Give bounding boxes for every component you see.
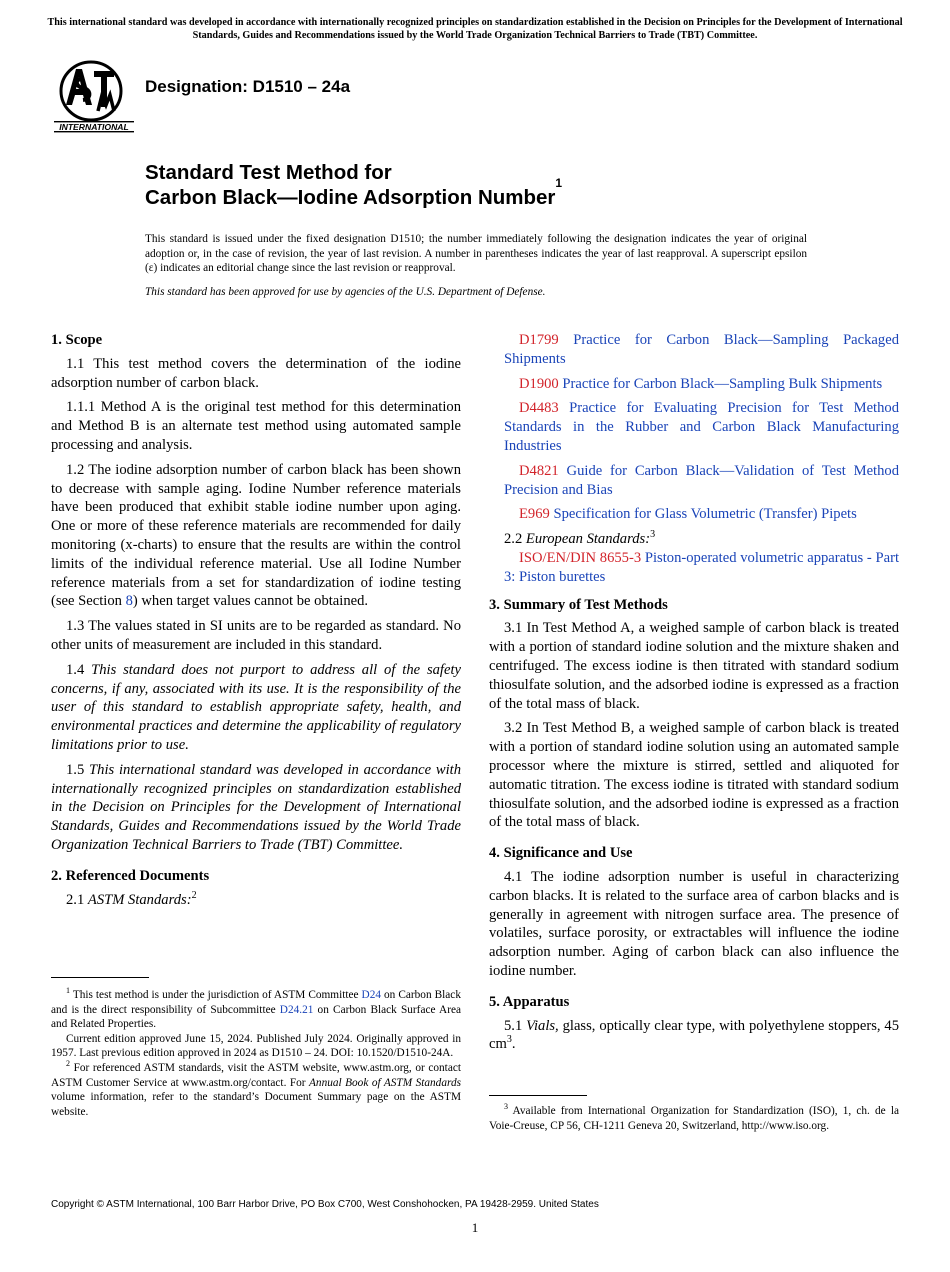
section-summary-heading: 3. Summary of Test Methods: [489, 596, 668, 613]
para-1-4: 1.4 This standard does not purport to address all of the safety concerns, if any, associated with its use. It is the responsibility of the user of this standard to establish appropriate safety, health, and environmental practices and determine the applicability of regulatory limitations prior to use.: [51, 661, 461, 753]
footnote-divider: [51, 977, 149, 978]
footnote-3: $^3$ Available from International Organization for Standardization (ISO), 1, ch. de la Voie-Creuse, CP 56, CH-1211 Geneva 20, Switzerland, http://www.iso.org.: [489, 1102, 899, 1132]
footnotes-left: [51, 988, 461, 1119]
title-line-1: Standard Test Method for: [145, 161, 392, 184]
issuance-statement: This standard is issued under the fixed designation D1510; the number immediately following the designation indicates the year of original adoption or, in the case of revision, the year of last revision. A number in parentheses indicates the year of last reapproval. A superscript epsilon (ε) indicates an editorial change since the last revision or reapproval.: [145, 233, 807, 275]
section-scope-heading: 1. Scope: [51, 332, 103, 348]
para-5-1: 5.1 Vials, glass, optically clear type, with polyethylene stoppers, 45 $cm^3$.: [489, 1017, 899, 1053]
ref-item[interactable]: D4483 Practice for Evaluating Precision for Test Method Standards in the Rubber and Carbon Black Manufacturing Industries: [504, 400, 899, 454]
subcommittee-d24-21-link[interactable]: D24.21: [279, 1003, 314, 1016]
astm-reference-list: [489, 331, 899, 524]
ref-item[interactable]: D1799 Practice for Carbon Black—Sampling Packaged Shipments: [504, 332, 899, 367]
footnotes-right: [489, 1104, 899, 1133]
title-footnote-ref[interactable]: 1: [555, 176, 563, 190]
ref-item[interactable]: D4821 Guide for Carbon Black—Validation of Test Method Precision and Bias: [504, 462, 899, 498]
section-8-link[interactable]: 8: [125, 593, 133, 610]
right-column: [489, 331, 899, 1060]
astm-logo-icon: [52, 55, 136, 133]
tbt-note: This international standard was developed in accordance with internationally recognized principles on standardization established in the Decision on Principles for the Development of International Standards, Guides and Recommendations issued by the World Trade Organization Technical Barriers to Trade (TBT) Committee.: [47, 17, 903, 41]
para-4-1: 4.1 The iodine adsorption number is useful in characterizing carbon blacks. It is related to the surface area of carbon blacks and is generally in agreement with nitrogen surface area. The presence of volatiles, surface porosity, or extractables will influence the iodine adsorption number. Aging of carbon black can also influence the iodine number.: [489, 868, 899, 979]
section-referenced-heading: 2. Referenced Documents: [51, 867, 210, 884]
section-significance-heading: 4. Significance and Use: [489, 845, 633, 862]
footnote-divider: [489, 1095, 587, 1096]
para-1-1: 1.1 This test method covers the determination of the iodine adsorption number of carbon black.: [51, 355, 461, 391]
page-number: 1: [471, 1220, 479, 1235]
copyright-notice: Copyright © ASTM International, 100 Barr Harbor Drive, PO Box C700, West Conshohocken, PA 19428-2959. United States: [51, 1199, 599, 1210]
left-column: [51, 331, 461, 915]
footnote-1: $^1$ This test method is under the jurisdiction of ASTM Committee D24 on Carbon Black and is the direct responsibility of Subcommittee D24.21 on Carbon Black Surface Area and Related Properties.: [51, 986, 461, 1031]
committee-d24-link[interactable]: D24: [361, 989, 382, 1001]
ref-item[interactable]: E969 Specification for Glass Volumetric (Transfer) Pipets: [519, 506, 857, 523]
dod-approval-note: This standard has been approved for use by agencies of the U.S. Department of Defense.: [145, 286, 546, 298]
ref-item[interactable]: ISO/EN/DIN 8655-3 Piston-operated volumetric apparatus - Part 3: Piston burettes: [504, 549, 900, 585]
designation: Designation: D1510 – 24a: [145, 77, 351, 96]
document-title: [145, 160, 562, 210]
para-1-2: 1.2 The iodine adsorption number of carbon black has been shown to decrease with sample aging. Iodine Number reference materials have been produced that exhibit stable iodine number upon aging. One or more of these reference materials are recommended for daily monitoring (x-charts) to ensure that the results are within the control limits of the individual reference material. Use all Iodine Number reference materials from a set for standardization of iodine testing (see Section 8) when target values cannot be obtained.: [51, 461, 461, 610]
para-3-1: 3.1 In Test Method A, a weighed sample of carbon black is treated with a portion of standard iodine solution and the mixture shaken and centrifuged. The excess iodine is then titrated with standard sodium thiosulfate solution, and the adsorbed iodine is expressed as a fraction of the total mass of black.: [489, 620, 899, 712]
ref-item[interactable]: D1900 Practice for Carbon Black—Sampling Bulk Shipments: [519, 375, 883, 392]
para-1-3: 1.3 The values stated in SI units are to be regarded as standard. No other units of measurement are included in this standard.: [51, 618, 461, 653]
title-line-2: Carbon Black—Iodine Adsorption Number$^1$: [145, 176, 563, 209]
para-1-5: 1.5 This international standard was developed in accordance with internationally recognized principles on standardization established in the Decision on Principles for the Development of International Standards, Guides and Recommendations issued by the World Trade Organization Technical Barriers to Trade (TBT) Committee.: [51, 761, 462, 853]
para-2-2: 2.2 European Standards:$^3$: [504, 529, 656, 548]
logo-text: INTERNATIONAL: [59, 122, 129, 132]
footnote-1-edition: Current edition approved June 15, 2024. Published July 2024. Originally approved in 1957. Last previous edition approved in 2024 as D1510 – 24. DOI: 10.1520/D1510-24A.: [51, 1032, 461, 1060]
para-1-1-1: 1.1.1 Method A is the original test method for this determination and Method B is an alternate test method using automated sample processing and analysis.: [51, 399, 461, 453]
para-2-1: 2.1 ASTM Standards:$^2$: [66, 889, 197, 908]
para-3-2: 3.2 In Test Method B, a weighed sample of carbon black is treated with a portion of standard iodine solution using an automated sample processor where the mixture is stirred, settled and aliquoted for automatic titration. The excess iodine is titrated with standard sodium thiosulfate solution, and the adsorbed iodine is expressed as a fraction of the total mass of black.: [489, 720, 899, 831]
footnote-2: $^2$ For referenced ASTM standards, visit the ASTM website, www.astm.org, or contact ASTM Customer Service at www.astm.org/contact. For Annual Book of ASTM Standards volume information, refer to the standard’s Document Summary page on the ASTM website.: [51, 1059, 461, 1118]
section-apparatus-heading: 5. Apparatus: [489, 993, 570, 1010]
